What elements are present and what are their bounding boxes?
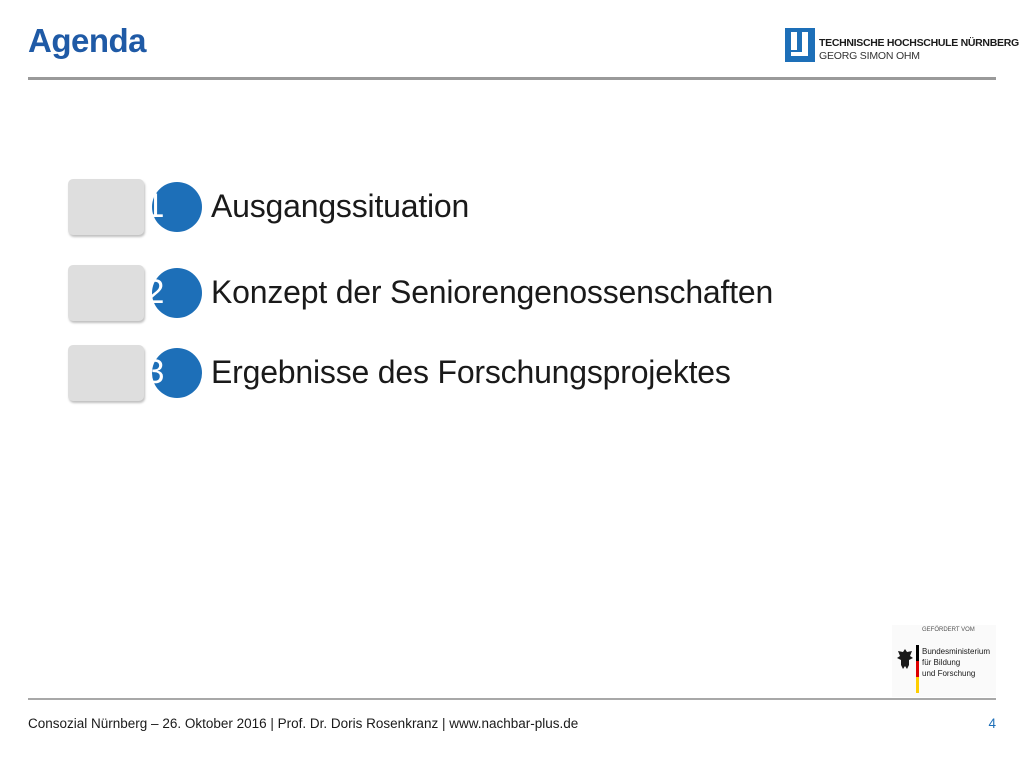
agenda-item-2 <box>68 265 868 323</box>
funder-name-line3: und Forschung <box>922 669 976 678</box>
number-box <box>68 345 144 401</box>
footer-divider <box>28 698 996 700</box>
logo-text-line2: GEORG SIMON OHM <box>819 50 920 62</box>
funder-caption: GEFÖRDERT VOM <box>922 627 975 633</box>
funder-name-line1: Bundesministerium <box>922 647 991 656</box>
agenda-number: 1 <box>145 187 165 225</box>
page-number: 4 <box>988 716 996 731</box>
agenda-number: 2 <box>145 273 165 311</box>
header-divider <box>28 77 996 80</box>
number-box <box>68 179 144 235</box>
german-flag-stripe <box>916 645 919 693</box>
funder-name-line2: für Bildung <box>922 658 961 667</box>
agenda-item-3 <box>68 345 868 403</box>
page-title: Agenda <box>28 22 147 59</box>
number-box <box>68 265 144 321</box>
agenda-label: Ausgangssituation <box>211 188 470 224</box>
agenda-number: 3 <box>145 353 165 391</box>
agenda-item-1 <box>68 179 868 237</box>
university-logo <box>785 28 1019 68</box>
footer-text: Consozial Nürnberg – 26. Oktober 2016 | Prof. Dr. Doris Rosenkranz | www.nachbar-plus.de <box>28 716 579 731</box>
federal-eagle-icon <box>896 647 914 671</box>
agenda-label: Konzept der Seniorengenossenschaften <box>211 274 774 310</box>
logo-text-line1: TECHNISCHE HOCHSCHULE NÜRNBERG <box>819 37 1019 49</box>
agenda-label: Ergebnisse des Forschungsprojektes <box>211 354 731 390</box>
th-logo-icon <box>785 28 815 62</box>
bmbf-funding-logo <box>892 625 996 697</box>
